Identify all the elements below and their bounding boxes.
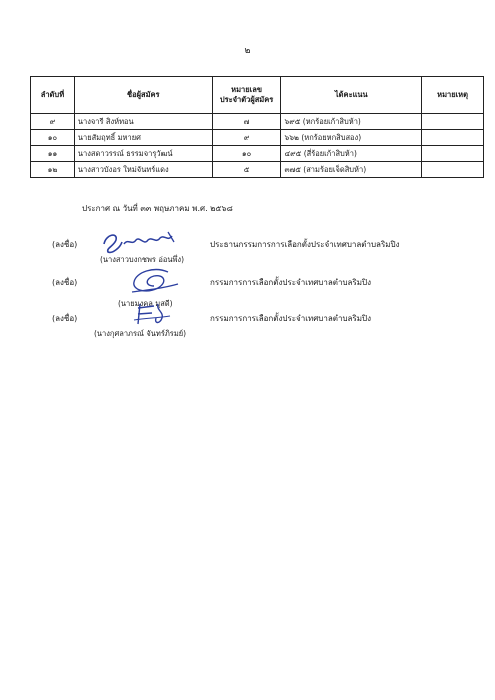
header-candidate-number: หมายเลข ประจำตัวผู้สมัคร [212, 77, 281, 114]
header-order: ลำดับที่ [31, 77, 75, 114]
sign-label: (ลงชื่อ) [52, 240, 78, 249]
cell-score: ๓๗๕ (สามร้อยเจ็ดสิบห้า) [281, 162, 422, 178]
cell-order: ๑๐ [31, 130, 75, 146]
table-row [31, 162, 484, 178]
cell-score: ๖๙๕ (หกร้อยเก้าสิบห้า) [281, 114, 422, 130]
cell-remark [422, 130, 484, 146]
signatory-member-2 [0, 308, 495, 348]
cell-number: ๕ [212, 162, 281, 178]
page-number: ๒ [244, 46, 251, 56]
cell-name: นายสัมฤทธิ์ มหายศ [74, 130, 212, 146]
signatory-title: กรรมการการเลือกตั้งประจำเทศบาลตำบลริมปิง [210, 314, 371, 323]
signature-image [124, 264, 184, 296]
sign-label: (ลงชื่อ) [52, 278, 78, 287]
signatory-name: (นายมงคล มุสดี) [118, 299, 173, 308]
table-row [31, 146, 484, 162]
sign-label: (ลงชื่อ) [52, 314, 78, 323]
signature-image [98, 228, 180, 256]
cell-name: นางสาวบังอร ใหม่จันทร์แดง [74, 162, 212, 178]
cell-order: ๑๒ [31, 162, 75, 178]
cell-number: ๑๐ [212, 146, 281, 162]
signature-image [128, 300, 176, 328]
header-score: ได้คะแนน [281, 77, 422, 114]
signatory-name: (นางสาวบงกชพร อ่อนพึ่ง) [100, 255, 185, 264]
signatory-title: กรรมการการเลือกตั้งประจำเทศบาลตำบลริมปิง [210, 278, 371, 287]
cell-remark [422, 162, 484, 178]
header-remark: หมายเหตุ [422, 77, 484, 114]
cell-remark [422, 114, 484, 130]
signatory-member-1 [0, 270, 495, 310]
cell-name: นางจารี สิงห์ทอน [74, 114, 212, 130]
cell-remark [422, 146, 484, 162]
cell-number: ๗ [212, 114, 281, 130]
cell-score: ๖๖๒ (หกร้อยหกสิบสอง) [281, 130, 422, 146]
table-row [31, 114, 484, 130]
results-table [30, 76, 484, 178]
cell-order: ๑๑ [31, 146, 75, 162]
cell-name: นางสดาวรรณ์ ธรรมจารุวัฒน์ [74, 146, 212, 162]
signatory-name: (นางกุศลาภรณ์ จันทร์ภิรมย์) [94, 329, 187, 338]
cell-score: ๔๙๕ (สี่ร้อยเก้าสิบห้า) [281, 146, 422, 162]
table-header-row [31, 77, 484, 114]
cell-order: ๙ [31, 114, 75, 130]
signatory-chairman [0, 232, 495, 272]
announcement-date: ประกาศ ณ วันที่ ๓๓ พฤษภาคม พ.ศ. ๒๕๖๘ [82, 204, 233, 213]
table-row [31, 130, 484, 146]
signatory-title: ประธานกรรมการการเลือกตั้งประจำเทศบาลตำบลริมปิง [210, 240, 400, 249]
header-candidate-name: ชื่อผู้สมัคร [74, 77, 212, 114]
cell-number: ๙ [212, 130, 281, 146]
